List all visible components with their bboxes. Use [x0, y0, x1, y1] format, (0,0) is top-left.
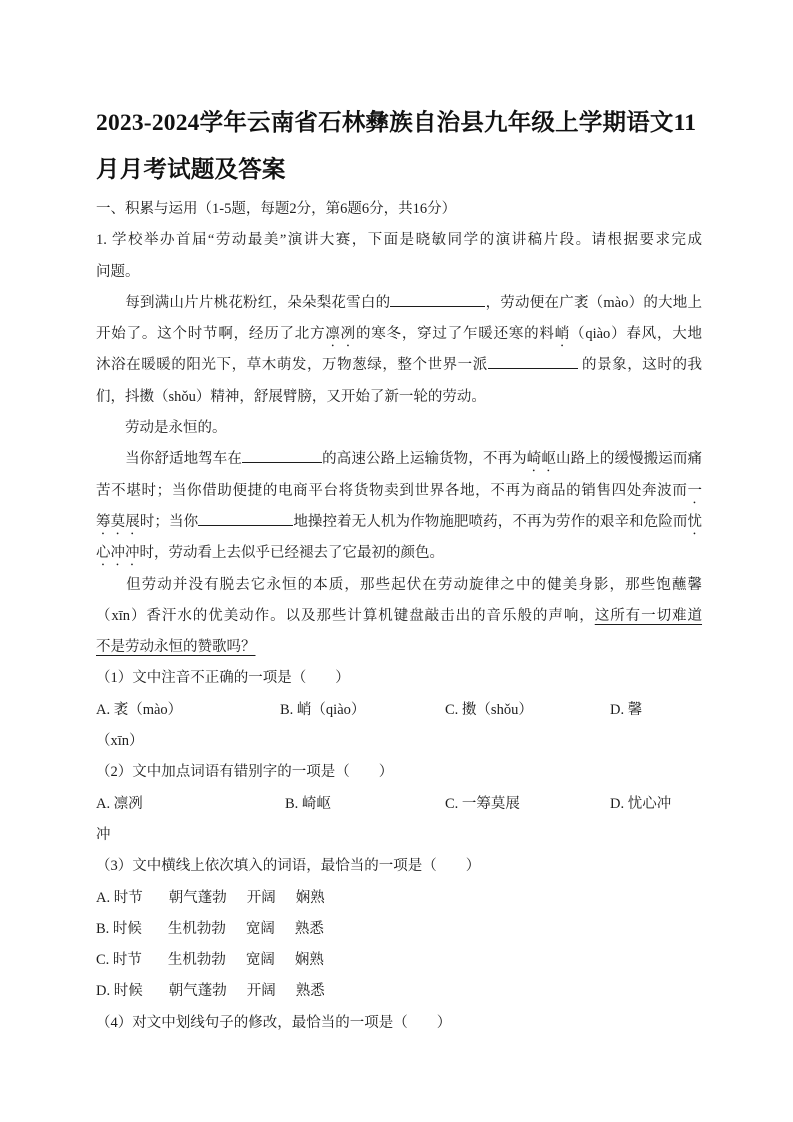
- sub-question-3: [96, 851, 702, 882]
- underlined-sentence: 不是劳动永恒的赞歌吗？: [96, 639, 256, 656]
- option-a: [96, 883, 702, 914]
- text-run: 熟悉: [295, 983, 325, 1000]
- text-run: 的寒冬，穿过了乍暖还寒的料: [355, 326, 555, 343]
- text-run: C. 时节: [96, 952, 142, 969]
- text-run: B. 崎岖: [285, 795, 331, 812]
- text-run: A. 袤（mào）: [96, 701, 183, 718]
- text-run: 地操控着无人机为作物施肥喷药，不再为劳作的艰辛和危险而: [293, 513, 688, 530]
- passage-line: [96, 350, 702, 381]
- text-run: 熟悉: [294, 920, 324, 937]
- text-run: 宽阔: [245, 920, 275, 937]
- text-run: 劳动是永恒的。: [125, 420, 227, 437]
- text-run: 朝气蓬勃: [168, 983, 227, 1000]
- text-run: （xīn）香汗水的优美动作。以及那些计算机键盘敲击出的音乐般的声响，: [96, 607, 595, 624]
- indent-spacer: [275, 963, 295, 964]
- indent-spacer: [96, 431, 125, 432]
- indent-spacer: [227, 901, 247, 902]
- text-run: 每到满山片片桃花粉红，朵朵梨花雪白的: [125, 294, 391, 311]
- options-row-pinyin-wrap: [96, 726, 702, 757]
- text-run: （xīn）: [96, 733, 144, 750]
- options-row-words-wrap: [96, 820, 702, 851]
- passage-line: [96, 570, 702, 601]
- text-run: A. 时节: [96, 889, 143, 906]
- text-run: 沐浴在暖暖的阳光下，草木萌发，万物葱绿，整个世界一派: [96, 357, 488, 374]
- text-run: 宽阔: [245, 952, 275, 969]
- text-run: 生机勃勃: [167, 952, 226, 969]
- text-run: 的高速公路上运输货物，不再为: [322, 451, 527, 468]
- indent-spacer: [275, 932, 295, 933]
- passage-line: [96, 601, 702, 632]
- text-run: 1. 学校举办首届“劳动最美”演讲大赛，下面是晓敏同学的演讲稿片段。请根据要求完成: [96, 232, 702, 249]
- dotted-word: 崎岖: [526, 451, 556, 468]
- document-lines: [96, 194, 702, 1039]
- text-run: 生机勃勃: [167, 920, 226, 937]
- text-run: ，劳动便在广袤（mào）的大地上: [485, 294, 703, 311]
- fill-in-blank-line: [242, 449, 322, 463]
- text-run: A. 凛冽: [96, 795, 143, 812]
- text-run: 但劳动并没有脱去它永恒的本质，那些起伏在劳动旋律之中的健美身影，那些饱蘸馨: [125, 576, 702, 593]
- text-run: D. 馨: [610, 701, 643, 718]
- text-run: D. 时候: [96, 983, 143, 1000]
- section-heading: [96, 194, 702, 225]
- indent-spacer: [276, 901, 296, 902]
- text-run: 问题。: [96, 263, 140, 280]
- passage-line: [96, 538, 702, 569]
- text-run: 开始了。这个时节啊，经历了北方: [96, 326, 326, 343]
- text-run: 苦不堪时；当你借助便捷的电商平台将货物卖到世界各地，不再为商品的销售四处奔波而: [96, 482, 688, 499]
- indent-spacer: [226, 963, 246, 964]
- sub-question-2: [96, 757, 702, 788]
- dotted-word: 一: [687, 482, 702, 499]
- text-run: 朝气蓬勃: [168, 889, 227, 906]
- indent-spacer: [96, 588, 125, 589]
- indent-spacer: [143, 901, 169, 902]
- fill-in-blank-line: [198, 512, 293, 526]
- fill-in-blank-line: [488, 355, 578, 369]
- passage-line: [96, 319, 702, 350]
- text-run: （4）对文中划线句子的修改，最恰当的一项是（ ）: [96, 1014, 452, 1031]
- fill-in-blank-line: [390, 293, 485, 307]
- text-run: B. 峭（qiào）: [280, 701, 366, 718]
- indent-spacer: [142, 932, 168, 933]
- indent-spacer: [227, 994, 247, 995]
- options-row-words: [96, 789, 702, 820]
- page-title-line1: 2023-2024学年云南省石林彝族自治县九年级上学期语文11: [96, 110, 697, 136]
- passage-line: [96, 444, 702, 475]
- passage-line: [96, 382, 702, 413]
- dotted-word: 峭: [554, 326, 571, 343]
- indent-spacer: [96, 306, 125, 307]
- option-b: [96, 914, 702, 945]
- question-1-intro: [96, 225, 702, 256]
- text-run: 山路上的缓慢搬运而痛: [555, 451, 703, 468]
- option-c: [96, 945, 702, 976]
- text-run: D. 忧心冲: [610, 795, 672, 812]
- text-run: 开阔: [246, 983, 276, 1000]
- dotted-word: 忧: [687, 513, 703, 530]
- dotted-word: 凛冽: [325, 326, 356, 343]
- option-d: [96, 976, 702, 1007]
- indent-spacer: [96, 462, 125, 463]
- dotted-word: 心冲冲: [96, 545, 140, 562]
- indent-spacer: [226, 932, 246, 933]
- text-run: 娴熟: [294, 952, 324, 969]
- passage-line: [96, 507, 702, 538]
- passage-line: [96, 476, 702, 507]
- text-run: 的景象，这时的我: [577, 357, 703, 374]
- text-run: C. 一筹莫展: [445, 795, 520, 812]
- indent-spacer: [142, 963, 168, 964]
- options-row-pinyin: [96, 695, 702, 726]
- text-run: C. 擞（shǒu）: [445, 701, 533, 718]
- text-run: （2）文中加点词语有错别字的一项是（ ）: [96, 764, 394, 781]
- text-run: （1）文中注音不正确的一项是（ ）: [96, 670, 350, 687]
- text-run: 时；当你: [139, 513, 199, 530]
- indent-spacer: [276, 994, 296, 995]
- text-run: （3）文中横线上依次填入的词语，最恰当的一项是（ ）: [96, 858, 481, 875]
- text-run: 开阔: [246, 889, 276, 906]
- text-run: （qiào）春风，大地: [570, 326, 703, 343]
- sub-question-4: [96, 1008, 702, 1039]
- dotted-word: 筹莫展: [96, 513, 140, 530]
- text-run: 时，劳动看上去似乎已经褪去了它最初的颜色。: [139, 545, 444, 562]
- text-run: 冲: [96, 826, 111, 843]
- underlined-sentence: 这所有一切难道: [594, 607, 703, 624]
- passage-line: [96, 413, 702, 444]
- text-run: B. 时候: [96, 920, 142, 937]
- sub-question-1: [96, 663, 702, 694]
- passage-line: [96, 288, 702, 319]
- page-title-line2: 月月考试题及答案: [96, 157, 286, 183]
- text-run: 娴熟: [295, 889, 325, 906]
- text-run: 一、积累与运用（1-5题，每题2分，第6题6分，共16分）: [96, 201, 457, 217]
- passage-line: [96, 632, 702, 663]
- text-run: 当你舒适地驾车在: [125, 451, 243, 468]
- text-run: 们，抖擞（shǒu）精神，舒展臂膀，又开始了新一轮的劳动。: [96, 388, 486, 405]
- question-1-intro-wrap: [96, 257, 702, 288]
- indent-spacer: [143, 994, 169, 995]
